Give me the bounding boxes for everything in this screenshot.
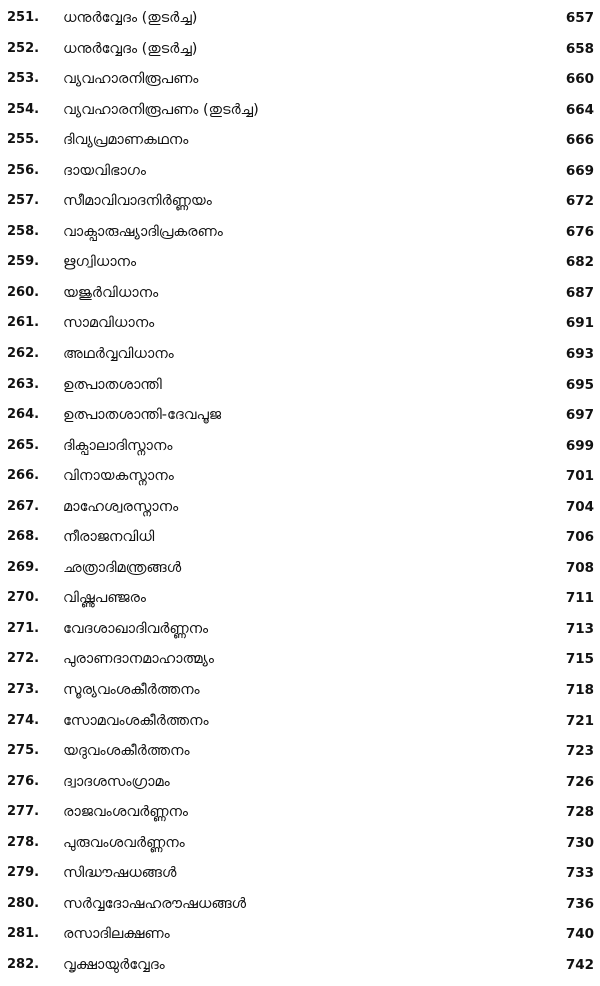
entry-page-number: 657	[565, 10, 594, 26]
entry-title: അഥർവ്വവിധാനം	[63, 346, 174, 363]
entry-title: വാക്പാരുഷ്യാദിപ്രകരണം	[63, 223, 223, 240]
entry-page-number: 740	[565, 926, 594, 943]
entry-number: 272.	[7, 651, 40, 667]
toc-entry	[0, 736, 600, 767]
toc-entry	[0, 186, 600, 217]
entry-title: മാഹേശ്വരസ്നാനം	[63, 498, 179, 515]
entry-title: ദായവിഭാഗം	[63, 162, 146, 179]
toc-entry	[0, 644, 600, 675]
toc-entry	[0, 675, 600, 706]
entry-title: ഋഗ്വിധാനം	[63, 254, 137, 271]
toc-entry	[0, 919, 600, 950]
toc-entry	[0, 858, 600, 889]
toc-entry	[0, 553, 600, 584]
toc-entry	[0, 706, 600, 737]
entry-page-number: 701	[565, 468, 594, 485]
entry-title: സീമാവിവാദനിർണ്ണയം	[63, 193, 212, 210]
entry-number: 275.	[7, 743, 40, 759]
entry-title: ഛത്രാദിമന്ത്രങ്ങൾ	[63, 559, 182, 576]
toc-entry	[0, 767, 600, 798]
entry-title: ദിക്പാലാദിസ്നാനം	[63, 437, 173, 454]
entry-page-number: 723	[565, 743, 594, 760]
entry-number: 254.	[7, 101, 40, 117]
toc-entry	[0, 400, 600, 431]
entry-page-number: 704	[565, 498, 594, 515]
entry-page-number: 708	[565, 559, 594, 576]
entry-page-number: 676	[565, 223, 594, 240]
toc-entry	[0, 370, 600, 401]
entry-page-number: 728	[565, 804, 594, 821]
entry-title: വിഷ്ണുപഞ്ജരം	[63, 590, 146, 607]
entry-number: 259.	[7, 254, 40, 270]
entry-page-number: 660	[565, 71, 594, 88]
entry-page-number: 695	[565, 376, 594, 393]
entry-title: രാജവംശവർണ്ണനം	[63, 804, 188, 821]
entry-number: 256.	[7, 162, 40, 178]
entry-number: 269.	[7, 559, 40, 575]
entry-title: ഉത്പാതശാന്തി-ദേവപൂജ	[63, 407, 222, 424]
entry-title: വിനായകസ്നാനം	[63, 468, 174, 485]
toc-entry	[0, 889, 600, 920]
toc-list	[0, 3, 600, 981]
entry-page-number: 699	[565, 437, 594, 454]
entry-title: പുരാണദാനമാഹാത്മ്യം	[63, 651, 214, 668]
entry-page-number: 693	[565, 346, 594, 363]
entry-title: നീരാജനവിധി	[63, 529, 155, 546]
toc-entry	[0, 614, 600, 645]
toc-entry	[0, 492, 600, 523]
entry-page-number: 687	[565, 284, 594, 301]
toc-entry	[0, 64, 600, 95]
entry-title: വ്യവഹാരനിരൂപണം (തുടർച്ച)	[63, 101, 259, 118]
entry-number: 274.	[7, 712, 40, 728]
toc-entry	[0, 431, 600, 462]
entry-number: 265.	[7, 437, 40, 453]
entry-number: 266.	[7, 468, 40, 484]
toc-entry	[0, 828, 600, 859]
entry-title: ധനുർവ്വേദം (തുടർച്ച)	[63, 10, 198, 26]
entry-title: വേദശാഖാദിവർണ്ണനം	[63, 620, 209, 637]
entry-title: ഉത്പാതശാന്തി	[63, 376, 162, 393]
entry-title: രസാദിലക്ഷണം	[63, 926, 170, 943]
toc-entry	[0, 583, 600, 614]
entry-title: സൂര്യവംശകീർത്തനം	[63, 682, 200, 699]
entry-title: ധനുർവ്വേദം (തുടർച്ച)	[63, 40, 198, 57]
toc-entry	[0, 95, 600, 126]
entry-number: 273.	[7, 682, 40, 698]
entry-page-number: 715	[565, 651, 594, 668]
toc-entry	[0, 950, 600, 981]
entry-page-number: 691	[565, 315, 594, 332]
toc-entry	[0, 522, 600, 553]
entry-number: 280.	[7, 895, 40, 911]
entry-number: 262.	[7, 346, 40, 362]
entry-number: 260.	[7, 284, 40, 300]
entry-title: യജുർവിധാനം	[63, 284, 159, 301]
entry-title: സോമവംശകീർത്തനം	[63, 712, 209, 729]
toc-entry	[0, 156, 600, 187]
entry-page-number: 742	[565, 956, 594, 973]
entry-title: ദ്വാദശസംഗ്രാമം	[63, 773, 170, 790]
toc-entry	[0, 3, 600, 34]
entry-title: വൃക്ഷായുർവ്വേദം	[63, 956, 165, 973]
entry-number: 257.	[7, 193, 40, 209]
entry-title: സർവ്വദോഷഹരൗഷധങ്ങൾ	[63, 895, 247, 912]
entry-page-number: 658	[565, 40, 594, 57]
entry-number: 271.	[7, 620, 40, 636]
entry-page-number: 706	[565, 529, 594, 546]
entry-page-number: 730	[565, 834, 594, 851]
entry-page-number: 721	[565, 712, 594, 729]
entry-page-number: 682	[565, 254, 594, 271]
entry-page-number: 733	[565, 865, 594, 882]
entry-number: 270.	[7, 590, 40, 606]
entry-title: പുരുവംശവർണ്ണനം	[63, 834, 185, 851]
entry-number: 258.	[7, 223, 40, 239]
toc-entry	[0, 247, 600, 278]
toc-entry	[0, 34, 600, 65]
entry-number: 277.	[7, 804, 40, 820]
toc-entry	[0, 217, 600, 248]
entry-page-number: 718	[565, 682, 594, 699]
entry-title: സാമവിധാനം	[63, 315, 155, 332]
entry-number: 263.	[7, 376, 40, 392]
entry-number: 253.	[7, 71, 40, 87]
entry-number: 251.	[7, 10, 40, 25]
entry-page-number: 736	[565, 895, 594, 912]
entry-number: 276.	[7, 773, 40, 789]
entry-number: 264.	[7, 407, 40, 423]
entry-number: 279.	[7, 865, 40, 881]
toc-entry	[0, 461, 600, 492]
toc-entry	[0, 308, 600, 339]
entry-title: വ്യവഹാരനിരൂപണം	[63, 71, 199, 88]
entry-page-number: 669	[565, 162, 594, 179]
entry-number: 282.	[7, 956, 40, 972]
entry-page-number: 697	[565, 407, 594, 424]
entry-page-number: 666	[565, 132, 594, 149]
entry-page-number: 713	[565, 620, 594, 637]
entry-title: സിദ്ധൗഷധങ്ങൾ	[63, 865, 177, 882]
entry-number: 281.	[7, 926, 40, 942]
entry-number: 255.	[7, 132, 40, 148]
entry-number: 278.	[7, 834, 40, 850]
toc-entry	[0, 125, 600, 156]
entry-title: ദിവ്യപ്രമാണകഥനം	[63, 132, 189, 149]
entry-page-number: 664	[565, 101, 594, 118]
toc-entry	[0, 278, 600, 309]
toc-entry	[0, 797, 600, 828]
entry-number: 261.	[7, 315, 40, 331]
toc-entry	[0, 339, 600, 370]
entry-number: 268.	[7, 529, 40, 545]
entry-page-number: 672	[565, 193, 594, 210]
entry-page-number: 711	[565, 590, 594, 607]
entry-page-number: 726	[565, 773, 594, 790]
entry-number: 252.	[7, 40, 40, 56]
entry-number: 267.	[7, 498, 40, 514]
entry-title: യദുവംശകീർത്തനം	[63, 743, 190, 760]
